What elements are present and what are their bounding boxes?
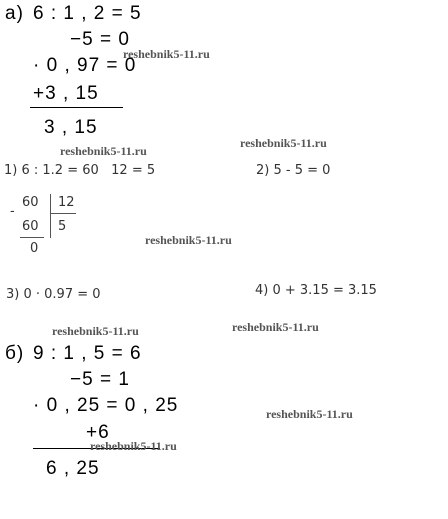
watermark: reshebnik5-11.ru [232, 320, 319, 334]
division-minus-sign: - [10, 204, 15, 219]
part-a-result-divider [30, 107, 123, 108]
watermark: reshebnik5-11.ru [240, 136, 327, 150]
step-2: 2) 5 - 5 = 0 [256, 163, 331, 178]
part-a-expression: 6 : 1 , 2 = 5 [33, 3, 142, 24]
part-b-result: 6 , 25 [46, 458, 100, 479]
watermark: reshebnik5-11.ru [123, 47, 210, 61]
part-b-add-line: +6 [86, 422, 110, 443]
part-b-multiply-line: · 0 , 25 = 0 , 25 [33, 395, 179, 416]
division-divisor: 12 [58, 195, 75, 210]
division-remainder: 0 [30, 241, 39, 256]
step-4: 4) 0 + 3.15 = 3.15 [255, 283, 377, 298]
step-1: 1) 6 : 1.2 = 60 12 = 5 [4, 163, 156, 178]
part-b-expression: 9 : 1 , 5 = 6 [33, 343, 142, 364]
division-divisor-underline [50, 213, 76, 214]
division-subtraction-line [20, 237, 44, 238]
part-b-subtract-line: −5 = 1 [70, 369, 130, 390]
part-a-subtract-line: −5 = 0 [70, 29, 130, 50]
division-subtrahend: 60 [22, 219, 39, 234]
part-a-label: а) [5, 3, 24, 24]
division-quotient: 5 [58, 219, 67, 234]
part-b-label: б) [5, 343, 25, 364]
watermark: reshebnik5-11.ru [52, 324, 139, 338]
watermark: reshebnik5-11.ru [266, 407, 353, 421]
watermark: reshebnik5-11.ru [90, 439, 177, 453]
part-a-result: 3 , 15 [44, 117, 98, 138]
division-dividend: 60 [22, 195, 39, 210]
division-vertical-bar [50, 194, 51, 238]
watermark: reshebnik5-11.ru [145, 233, 232, 247]
step-3: 3) 0 · 0.97 = 0 [6, 287, 101, 302]
part-a-add-line: +3 , 15 [33, 83, 99, 104]
part-a-multiply-line: · 0 , 97 = 0 [33, 55, 137, 76]
watermark: reshebnik5-11.ru [60, 144, 147, 158]
